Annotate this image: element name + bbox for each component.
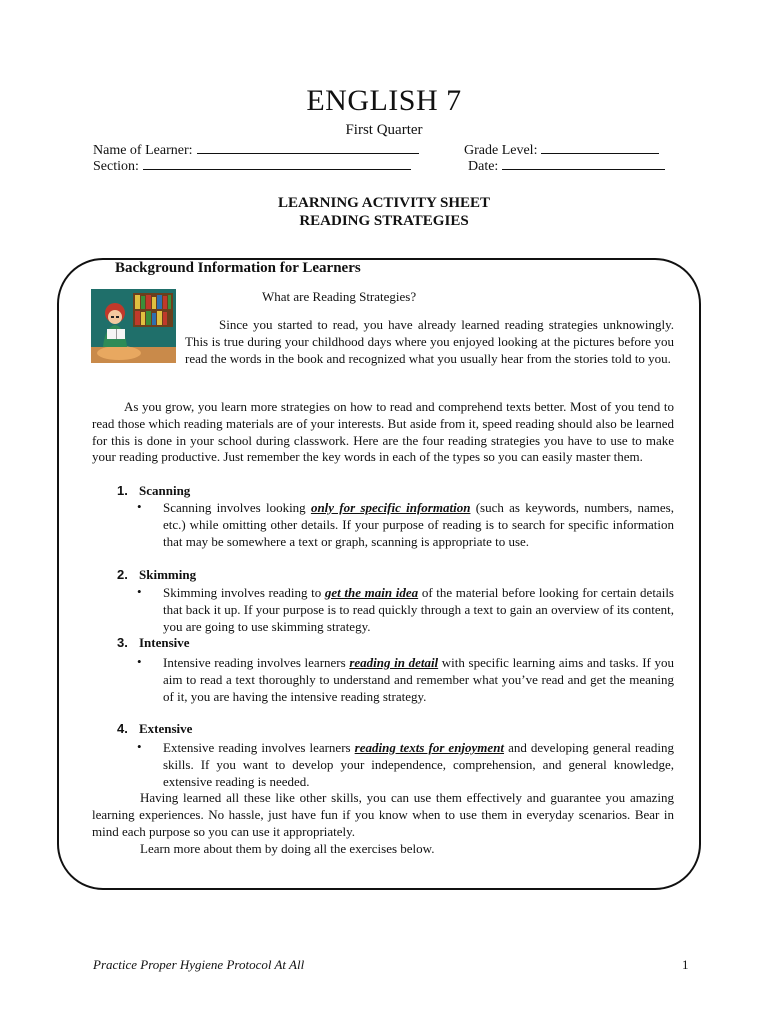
strategy-number: 1.	[117, 483, 128, 498]
section-field	[93, 157, 411, 175]
grade-blank-line	[541, 141, 659, 154]
strategy-heading-skimming	[117, 567, 196, 583]
date-blank-line	[502, 157, 665, 170]
description-text: (such as keywords, numbers, names, etc.) while omitting other details. If your purpose of reading is to search for specific information that may be somewhere a text or graph, scanning is appropriate to use.	[163, 500, 674, 549]
name-blank-line	[197, 141, 419, 154]
bullet-icon: •	[137, 499, 142, 514]
reading-person-bookshelf-icon	[91, 289, 176, 363]
strategy-heading-extensive	[117, 721, 192, 737]
footer-text: Practice Proper Hygiene Protocol At All	[93, 957, 305, 972]
date-label: Date:	[468, 159, 499, 174]
strategy-number: 3.	[117, 635, 128, 650]
strategy-name: Intensive	[139, 635, 190, 650]
strategy-number: 2.	[117, 567, 128, 582]
keyword: reading texts for enjoyment	[354, 740, 505, 755]
strategy-number: 4.	[117, 721, 128, 736]
closing-paragraph: Having learned all these like other skills, you can use them effectively and guarantee you amazing learning experiences. No hassle, just have fun if you know when to use them in everyday scenarios. Bear in mind each purpose so you can use it appropriately.	[92, 790, 674, 839]
sheet-subtitle: READING STRATEGIES	[299, 213, 469, 229]
document-title: ENGLISH 7	[306, 84, 462, 117]
keyword: only for specific information	[310, 500, 471, 515]
strategy-description	[163, 585, 674, 635]
keyword: get the main idea	[324, 585, 419, 600]
description-text: Intensive reading involves learners	[163, 655, 350, 670]
bullet-icon: •	[137, 739, 142, 754]
body-paragraph: As you grow, you learn more strategies on how to read and comprehend texts better. Most of you tend to read those which reading materials are of your interests. But aside from it, speed reading should also be learned for this is done in your school during classwork. Here are the four reading strategies you have to use to make your reading productive. Just remember the key words in each of the types so you can easily master them.	[92, 399, 674, 465]
grade-label: Grade Level:	[464, 143, 538, 158]
date-field	[468, 157, 665, 175]
name-label: Name of Learner:	[93, 143, 193, 158]
page-number: 1	[682, 957, 689, 972]
intro-paragraph: Since you started to read, you have already learned reading strategies unknowingly. This is true during your childhood days where you enjoyed looking at the pictures before you read the words in the book and recognized what you usually hear from the stories told to you.	[185, 317, 674, 366]
section-label: Section:	[93, 159, 139, 174]
strategy-name: Skimming	[139, 567, 197, 582]
description-text: Extensive reading involves learners	[163, 740, 355, 755]
section-blank-line	[143, 157, 411, 170]
bullet-icon: •	[137, 654, 142, 669]
strategy-description	[163, 500, 674, 550]
description-text: and developing general reading skills. If you want to develop your independence, comprehension, and general knowledge, extensive reading is needed.	[163, 740, 675, 789]
quarter-label: First Quarter	[345, 122, 423, 138]
closing-line: Learn more about them by doing all the exercises below.	[140, 841, 435, 856]
strategy-heading-intensive	[117, 635, 190, 651]
description-text: Scanning involves looking	[163, 500, 311, 515]
sheet-title: LEARNING ACTIVITY SHEET	[278, 195, 490, 211]
strategy-description	[163, 740, 674, 790]
strategy-name: Scanning	[139, 483, 191, 498]
box-heading: Background Information for Learners	[111, 260, 365, 277]
strategy-description	[163, 655, 674, 705]
strategy-heading-scanning	[117, 483, 190, 499]
question-heading: What are Reading Strategies?	[262, 289, 417, 304]
bullet-icon: •	[137, 584, 142, 599]
description-text: of the material before looking for certain details that back it up. If your purpose is to read quickly through a text to gain an overview of its content, you are going to use skimming strategy.	[163, 585, 674, 634]
strategy-name: Extensive	[139, 721, 193, 736]
keyword: reading in detail	[349, 655, 439, 670]
description-text: Skimming involves reading to	[163, 585, 325, 600]
description-text: with specific learning aims and tasks. If you aim to read a text thoroughly to understand and remember what you’ve read and get the meaning of it, you are having the intensive reading strategy.	[163, 655, 674, 704]
